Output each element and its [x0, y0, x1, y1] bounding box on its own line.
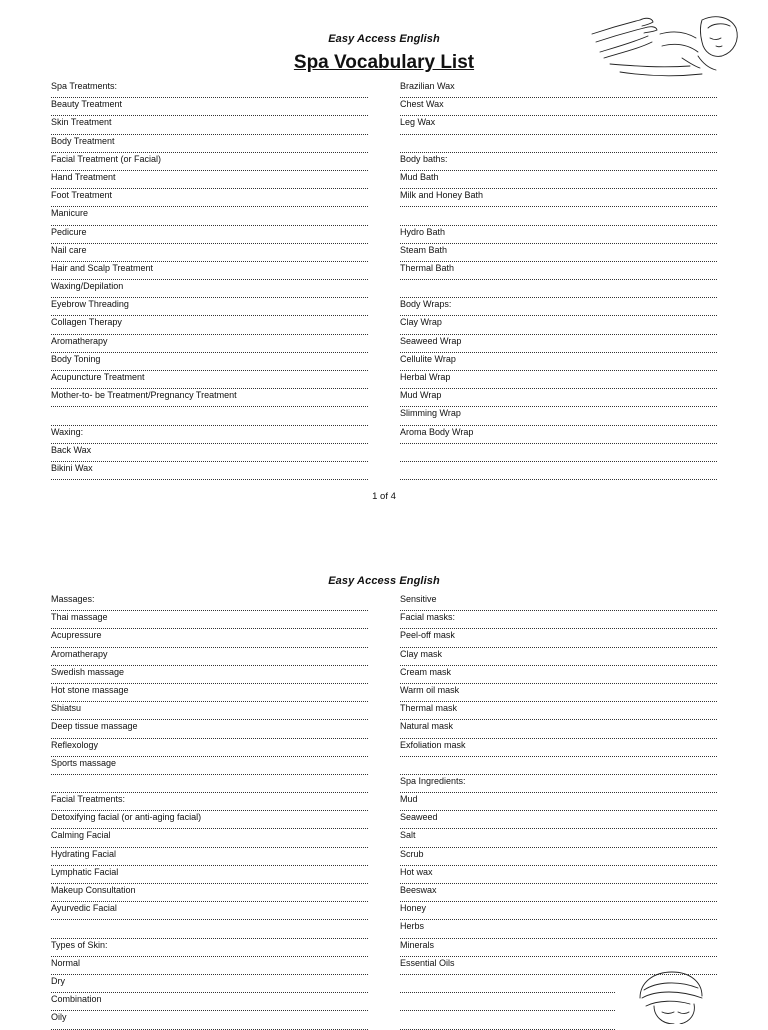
list-item: Combination [51, 993, 368, 1011]
list-item: Herbal Wrap [400, 371, 717, 389]
list-item: Hydrating Facial [51, 848, 368, 866]
list-item: Hydro Bath [400, 226, 717, 244]
list-item: Thermal mask [400, 702, 717, 720]
list-item [400, 462, 717, 480]
list-item: Skin Treatment [51, 116, 368, 134]
list-item: Acupuncture Treatment [51, 371, 368, 389]
list-item: Back Wax [51, 444, 368, 462]
list-item: Massages: [51, 593, 368, 611]
list-item: Ayurvedic Facial [51, 902, 368, 920]
list-item: Pedicure [51, 226, 368, 244]
list-item: Seaweed Wrap [400, 335, 717, 353]
list-item: Cream mask [400, 666, 717, 684]
list-item: Facial Treatments: [51, 793, 368, 811]
list-item: Herbs [400, 920, 717, 938]
list-item [400, 975, 615, 993]
list-item: Dry [51, 975, 368, 993]
list-item: Sensitive [400, 593, 717, 611]
list-item: Types of Skin: [51, 939, 368, 957]
list-item: Swedish massage [51, 666, 368, 684]
list-item: Exfoliation mask [400, 739, 717, 757]
list-item: Deep tissue massage [51, 720, 368, 738]
list-item: Makeup Consultation [51, 884, 368, 902]
list-item [51, 775, 368, 793]
list-item [400, 280, 717, 298]
list-item: Calming Facial [51, 829, 368, 847]
list-item: Sports massage [51, 757, 368, 775]
list-item: Aroma Body Wrap [400, 426, 717, 444]
brand-name: Easy Access English [328, 575, 440, 587]
list-item: Thermal Bath [400, 262, 717, 280]
list-item: Natural mask [400, 720, 717, 738]
list-item [400, 207, 717, 225]
list-item: Lymphatic Facial [51, 866, 368, 884]
list-item: Aromatherapy [51, 335, 368, 353]
list-item: Mother-to- be Treatment/Pregnancy Treatment [51, 389, 368, 407]
list-item: Steam Bath [400, 244, 717, 262]
brand-name: Easy Access English [328, 33, 440, 45]
list-item [400, 993, 615, 1011]
list-item: Spa Treatments: [51, 80, 368, 98]
list-item: Waxing: [51, 426, 368, 444]
list-item: Hand Treatment [51, 171, 368, 189]
towel-head-woman-illustration [632, 968, 712, 1024]
list-item [51, 407, 368, 425]
list-item: Honey [400, 902, 717, 920]
list-item: Cellulite Wrap [400, 353, 717, 371]
list-item: Body baths: [400, 153, 717, 171]
list-item: Minerals [400, 939, 717, 957]
list-item: Salt [400, 829, 717, 847]
list-item: Nail care [51, 244, 368, 262]
list-item: Aromatherapy [51, 648, 368, 666]
list-item: Body Treatment [51, 135, 368, 153]
list-item: Detoxifying facial (or anti-aging facial) [51, 811, 368, 829]
massage-woman-illustration [590, 6, 740, 80]
list-item: Oily [51, 1011, 368, 1029]
right-vocab-column-page2 [400, 593, 717, 1030]
list-item: Shiatsu [51, 702, 368, 720]
list-item: Leg Wax [400, 116, 717, 134]
list-item: Body Toning [51, 353, 368, 371]
list-item: Warm oil mask [400, 684, 717, 702]
list-item: Normal [51, 957, 368, 975]
list-item: Milk and Honey Bath [400, 189, 717, 207]
list-item: Thai massage [51, 611, 368, 629]
left-vocab-column-page2 [51, 593, 368, 1030]
list-item: Slimming Wrap [400, 407, 717, 425]
list-item: Waxing/Depilation [51, 280, 368, 298]
list-item: Chest Wax [400, 98, 717, 116]
page-number: 1 of 4 [372, 491, 396, 502]
list-item: Hair and Scalp Treatment [51, 262, 368, 280]
list-item: Brazilian Wax [400, 80, 717, 98]
list-item: Beeswax [400, 884, 717, 902]
list-item: Collagen Therapy [51, 316, 368, 334]
list-item [400, 757, 717, 775]
list-item: Hot stone massage [51, 684, 368, 702]
list-item: Hot wax [400, 866, 717, 884]
list-item: Body Wraps: [400, 298, 717, 316]
list-item: Clay Wrap [400, 316, 717, 334]
list-item: Acupressure [51, 629, 368, 647]
list-item: Foot Treatment [51, 189, 368, 207]
list-item: Eyebrow Threading [51, 298, 368, 316]
list-item: Beauty Treatment [51, 98, 368, 116]
left-vocab-column-page1 [51, 80, 368, 480]
right-vocab-column-page1 [400, 80, 717, 480]
list-item: Facial masks: [400, 611, 717, 629]
list-item [400, 135, 717, 153]
list-item: Manicure [51, 207, 368, 225]
list-item: Reflexology [51, 739, 368, 757]
list-item: Peel-off mask [400, 629, 717, 647]
list-item [400, 444, 717, 462]
list-item: Bikini Wax [51, 462, 368, 480]
list-item: Essential Oils [400, 957, 717, 975]
list-item: Mud [400, 793, 717, 811]
list-item: Facial Treatment (or Facial) [51, 153, 368, 171]
list-item: Mud Wrap [400, 389, 717, 407]
page-title: Spa Vocabulary List [293, 52, 475, 73]
list-item [51, 920, 368, 938]
list-item: Clay mask [400, 648, 717, 666]
list-item: Scrub [400, 848, 717, 866]
list-item: Mud Bath [400, 171, 717, 189]
list-item: Spa Ingredients: [400, 775, 717, 793]
list-item: Seaweed [400, 811, 717, 829]
list-item [400, 1011, 615, 1029]
